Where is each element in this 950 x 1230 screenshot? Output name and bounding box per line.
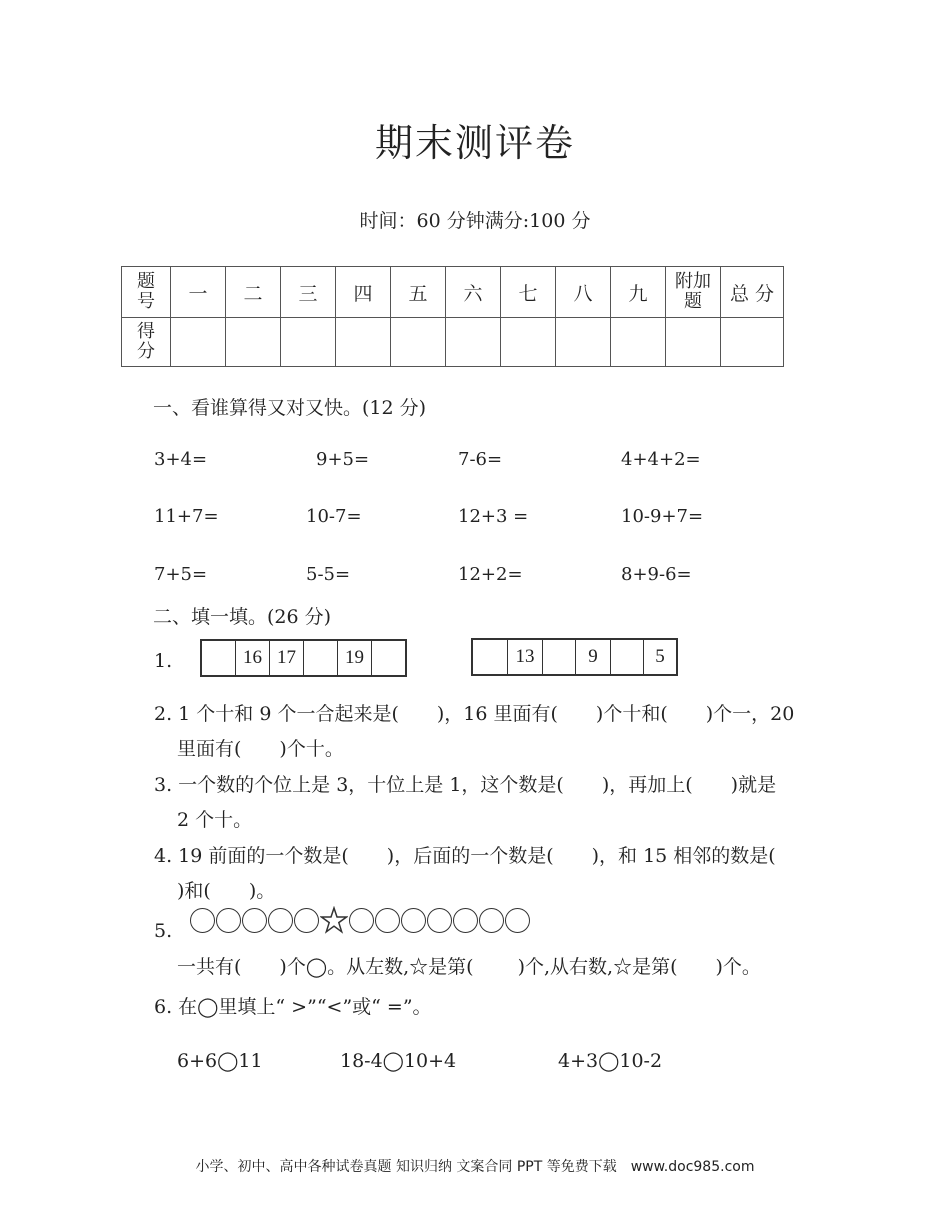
score-cell: [226, 318, 281, 367]
number-cell: [304, 641, 338, 675]
score-label-cell: 得 分: [122, 318, 171, 367]
circle-icon: [216, 908, 241, 933]
circle-icon: [294, 908, 319, 933]
circle-icon: [401, 908, 426, 933]
arithmetic-problem: 9+5=: [316, 449, 370, 470]
arithmetic-problem: 11+7=: [154, 506, 219, 527]
score-cell: [391, 318, 446, 367]
question-number: 5.: [154, 920, 173, 942]
arithmetic-problem: 3+4=: [154, 449, 208, 470]
score-cell: [281, 318, 336, 367]
question-4: 4. 19 前面的一个数是( )，后面的一个数是( )，和 15 相邻的数是(: [154, 845, 776, 867]
question-5: 一共有( )个◯。从左数,☆是第( )个,从右数,☆是第( )个。: [177, 956, 761, 978]
section1-heading: 一、看谁算得又对又快。(12 分): [153, 397, 427, 419]
star-icon: [320, 906, 348, 934]
header-cell: 题 号: [122, 267, 171, 318]
header-cell: 三: [281, 267, 336, 318]
circle-icon: [453, 908, 478, 933]
arithmetic-problem: 12+3 =: [458, 506, 529, 527]
score-cell: [556, 318, 611, 367]
score-cell: [721, 318, 784, 367]
score-cell: [666, 318, 721, 367]
number-cell: 16: [236, 641, 270, 675]
comparison-problem: 18-4◯10+4: [340, 1050, 457, 1072]
header-cell: 二: [226, 267, 281, 318]
number-cell: 13: [508, 640, 543, 674]
exam-info: 时间：60 分钟满分:100 分: [359, 210, 591, 232]
question-2: 2. 1 个十和 9 个一合起来是( )，16 里面有( )个十和( )个一，20: [154, 703, 795, 725]
question-4-cont: )和( )。: [177, 880, 276, 902]
question-6: 6. 在◯里填上“ >”“<”或“ =”。: [154, 996, 432, 1018]
arithmetic-problem: 7+5=: [154, 564, 208, 585]
number-cell: 5: [655, 646, 665, 667]
number-cell: [473, 640, 508, 674]
number-cell: 9: [576, 640, 611, 674]
shape-row: [190, 906, 531, 934]
question-2-cont: 里面有( )个十。: [177, 738, 344, 760]
header-cell: 六: [446, 267, 501, 318]
comparison-problem: 6+6◯11: [177, 1050, 263, 1072]
score-cell: [171, 318, 226, 367]
number-cell: 17: [270, 641, 304, 675]
number-cell: [202, 641, 236, 675]
arithmetic-problem: 10-9+7=: [621, 506, 704, 527]
comparison-problem: 4+3◯10-2: [558, 1050, 663, 1072]
question-number: 1.: [154, 650, 173, 672]
circle-icon: [242, 908, 267, 933]
arithmetic-problem: 7-6=: [458, 449, 503, 470]
circle-icon: [268, 908, 293, 933]
number-cell: [611, 640, 644, 674]
score-cell: [336, 318, 391, 367]
arithmetic-problem: 8+9-6=: [621, 564, 692, 585]
score-cell: [611, 318, 666, 367]
question-3-cont: 2 个十。: [177, 809, 253, 831]
header-cell: 九: [611, 267, 666, 318]
number-sequence-box: [200, 639, 407, 677]
header-cell: 七: [501, 267, 556, 318]
circle-icon: [375, 908, 400, 933]
number-cell: 19: [338, 641, 372, 675]
header-cell: 一: [171, 267, 226, 318]
section2-heading: 二、填一填。(26 分): [153, 606, 332, 628]
score-table: [121, 266, 784, 367]
number-cell: [543, 640, 576, 674]
header-cell: 总 分: [721, 267, 784, 318]
score-cell: [446, 318, 501, 367]
circle-icon: [349, 908, 374, 933]
arithmetic-problem: 12+2=: [458, 564, 523, 585]
arithmetic-problem: 4+4+2=: [621, 449, 701, 470]
header-cell: 八: [556, 267, 611, 318]
number-cell: [372, 641, 405, 675]
score-cell: [501, 318, 556, 367]
question-3: 3. 一个数的个位上是 3，十位上是 1，这个数是( )，再加上( )就是: [154, 774, 777, 796]
number-sequence-box: [471, 638, 678, 676]
arithmetic-problem: 5-5=: [306, 564, 351, 585]
header-cell: 四: [336, 267, 391, 318]
circle-icon: [427, 908, 452, 933]
page-title: 期末测评卷: [374, 121, 575, 165]
circle-icon: [479, 908, 504, 933]
header-cell: 五: [391, 267, 446, 318]
footer-text: 小学、初中、高中各种试卷真题 知识归纳 文案合同 PPT 等免费下载 www.doc985.com: [195, 1159, 755, 1175]
circle-icon: [505, 908, 530, 933]
circle-icon: [190, 908, 215, 933]
header-cell: 附加 题: [666, 267, 721, 318]
arithmetic-problem: 10-7=: [306, 506, 362, 527]
